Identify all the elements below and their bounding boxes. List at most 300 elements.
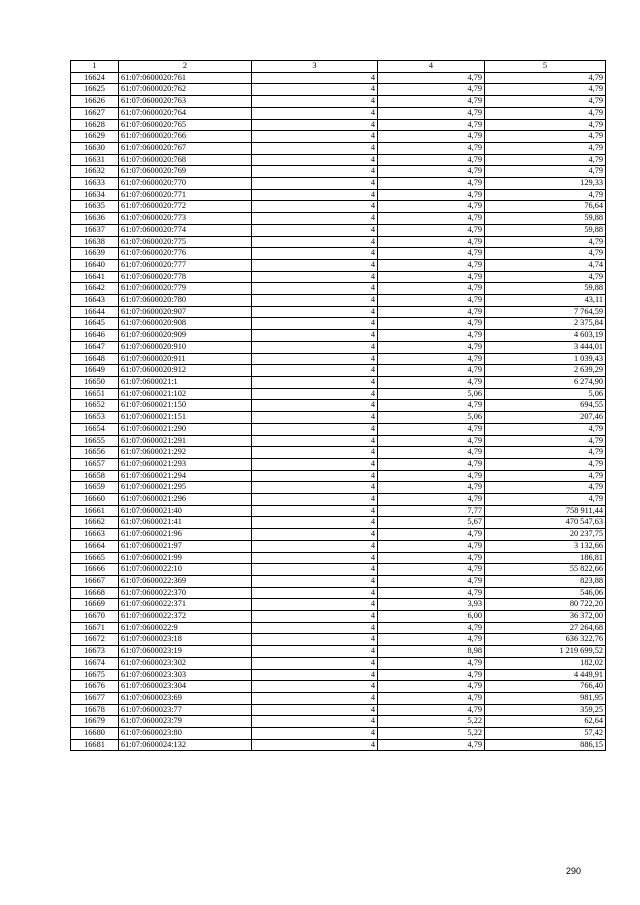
table-row: [71, 201, 606, 213]
table-cell-col2: 61:07:0600021:41: [119, 517, 252, 529]
table-cell-col4: 5,06: [378, 388, 485, 400]
table-row: [71, 482, 606, 494]
table-cell-col5: 4,79: [485, 72, 606, 84]
table-cell-col1: 16672: [71, 634, 119, 646]
table-cell-col3: 4: [252, 119, 378, 131]
table-cell-col4: 4,79: [378, 353, 485, 365]
table-cell-col1: 16680: [71, 728, 119, 740]
table-cell-col5: 62,64: [485, 716, 606, 728]
table-cell-col3: 4: [252, 412, 378, 424]
table-cell-col2: 61:07:0600023:79: [119, 716, 252, 728]
table-cell-col4: 5,06: [378, 412, 485, 424]
table-cell-col5: 4,79: [485, 131, 606, 143]
table-cell-col2: 61:07:0600023:304: [119, 681, 252, 693]
table-cell-col1: 16650: [71, 376, 119, 388]
table-cell-col1: 16624: [71, 72, 119, 84]
table-cell-col1: 16636: [71, 213, 119, 225]
table-cell-col1: 16679: [71, 716, 119, 728]
table-cell-col4: 4,79: [378, 482, 485, 494]
table-cell-col5: 4,79: [485, 271, 606, 283]
table-cell-col4: 4,79: [378, 189, 485, 201]
table-cell-col5: 4 449,91: [485, 669, 606, 681]
table-cell-col3: 4: [252, 657, 378, 669]
table-cell-col4: 4,79: [378, 306, 485, 318]
table-cell-col2: 61:07:0600021:97: [119, 540, 252, 552]
table-cell-col2: 61:07:0600021:99: [119, 552, 252, 564]
table-row: [71, 248, 606, 260]
table-cell-col2: 61:07:0600020:911: [119, 353, 252, 365]
table-row: [71, 178, 606, 190]
table-cell-col4: 4,79: [378, 494, 485, 506]
table-cell-col2: 61:07:0600022:371: [119, 599, 252, 611]
table-cell-col4: 4,79: [378, 423, 485, 435]
table-row: [71, 236, 606, 248]
table-row: [71, 306, 606, 318]
table-cell-col2: 61:07:0600020:772: [119, 201, 252, 213]
table-cell-col5: 129,33: [485, 178, 606, 190]
table-cell-col1: 16664: [71, 540, 119, 552]
table-cell-col5: 5,06: [485, 388, 606, 400]
table-cell-col4: 4,79: [378, 400, 485, 412]
table-cell-col1: 16659: [71, 482, 119, 494]
table-cell-col1: 16642: [71, 283, 119, 295]
table-cell-col5: 4,79: [485, 119, 606, 131]
table-cell-col1: 16666: [71, 564, 119, 576]
table-row: [71, 552, 606, 564]
table-cell-col5: 3 444,01: [485, 341, 606, 353]
table-cell-col5: 4,79: [485, 494, 606, 506]
table-cell-col4: 5,22: [378, 728, 485, 740]
table-cell-col1: 16640: [71, 259, 119, 271]
table-cell-col5: 186,81: [485, 552, 606, 564]
table-cell-col5: 4,79: [485, 248, 606, 260]
table-cell-col4: 4,79: [378, 470, 485, 482]
table-cell-col5: 4,79: [485, 166, 606, 178]
table-cell-col3: 4: [252, 704, 378, 716]
table-cell-col2: 61:07:0600021:296: [119, 494, 252, 506]
table-cell-col2: 61:07:0600021:150: [119, 400, 252, 412]
table-cell-col3: 4: [252, 470, 378, 482]
table-header-row: [71, 61, 606, 73]
table-cell-col4: 4,79: [378, 341, 485, 353]
table-cell-col4: 4,79: [378, 692, 485, 704]
table-row: [71, 599, 606, 611]
table-cell-col4: 4,79: [378, 704, 485, 716]
table-row: [71, 587, 606, 599]
table-cell-col5: 4,79: [485, 189, 606, 201]
table-cell-col2: 61:07:0600020:771: [119, 189, 252, 201]
table-row: [71, 435, 606, 447]
table-row: [71, 131, 606, 143]
table-cell-col2: 61:07:0600020:912: [119, 365, 252, 377]
table-cell-col3: 4: [252, 599, 378, 611]
table-row: [71, 494, 606, 506]
table-cell-col3: 4: [252, 213, 378, 225]
table-cell-col2: 61:07:0600020:764: [119, 107, 252, 119]
table-cell-col3: 4: [252, 646, 378, 658]
table-cell-col5: 207,46: [485, 412, 606, 424]
table-cell-col1: 16681: [71, 739, 119, 751]
table-cell-col1: 16671: [71, 622, 119, 634]
table-cell-col3: 4: [252, 96, 378, 108]
table-cell-col4: 4,79: [378, 259, 485, 271]
table-row: [71, 505, 606, 517]
table-cell-col4: 4,79: [378, 96, 485, 108]
table-row: [71, 84, 606, 96]
table-row: [71, 72, 606, 84]
table-cell-col3: 4: [252, 564, 378, 576]
table-cell-col1: 16652: [71, 400, 119, 412]
table-cell-col3: 4: [252, 611, 378, 623]
table-cell-col1: 16677: [71, 692, 119, 704]
column-header-5: 5: [485, 61, 606, 73]
table-cell-col3: 4: [252, 318, 378, 330]
table-cell-col1: 16646: [71, 330, 119, 342]
table-cell-col2: 61:07:0600020:778: [119, 271, 252, 283]
table-cell-col2: 61:07:0600021:40: [119, 505, 252, 517]
table-cell-col1: 16630: [71, 142, 119, 154]
table-cell-col3: 4: [252, 376, 378, 388]
table-cell-col5: 4,79: [485, 142, 606, 154]
table-cell-col1: 16647: [71, 341, 119, 353]
table-cell-col3: 4: [252, 259, 378, 271]
table-cell-col5: 4,79: [485, 236, 606, 248]
table-cell-col3: 4: [252, 365, 378, 377]
table-cell-col2: 61:07:0600020:767: [119, 142, 252, 154]
table-cell-col4: 4,79: [378, 107, 485, 119]
table-row: [71, 739, 606, 751]
table-cell-col3: 4: [252, 236, 378, 248]
table-cell-col1: 16655: [71, 435, 119, 447]
table-row: [71, 353, 606, 365]
table-cell-col1: 16641: [71, 271, 119, 283]
table-cell-col5: 4,74: [485, 259, 606, 271]
table-cell-col5: 4,79: [485, 84, 606, 96]
table-cell-col1: 16676: [71, 681, 119, 693]
table-cell-col2: 61:07:0600021:102: [119, 388, 252, 400]
table-cell-col1: 16658: [71, 470, 119, 482]
table-row: [71, 529, 606, 541]
table-cell-col1: 16632: [71, 166, 119, 178]
table-cell-col3: 4: [252, 388, 378, 400]
data-table: [70, 60, 606, 751]
table-cell-col5: 182,02: [485, 657, 606, 669]
table-cell-col5: 59,88: [485, 283, 606, 295]
table-cell-col3: 4: [252, 494, 378, 506]
table-cell-col3: 4: [252, 84, 378, 96]
table-cell-col1: 16678: [71, 704, 119, 716]
table-cell-col5: 4,79: [485, 470, 606, 482]
table-row: [71, 365, 606, 377]
table-cell-col2: 61:07:0600020:909: [119, 330, 252, 342]
table-cell-col4: 4,79: [378, 142, 485, 154]
table-cell-col3: 4: [252, 306, 378, 318]
table-row: [71, 704, 606, 716]
table-cell-col3: 4: [252, 107, 378, 119]
table-cell-col5: 470 547,63: [485, 517, 606, 529]
table-cell-col1: 16651: [71, 388, 119, 400]
table-row: [71, 388, 606, 400]
table-row: [71, 634, 606, 646]
table-cell-col1: 16648: [71, 353, 119, 365]
table-cell-col2: 61:07:0600020:774: [119, 224, 252, 236]
table-cell-col4: 4,79: [378, 447, 485, 459]
table-cell-col5: 55 822,66: [485, 564, 606, 576]
column-header-2: 2: [119, 61, 252, 73]
table-cell-col1: 16644: [71, 306, 119, 318]
table-cell-col2: 61:07:0600021:292: [119, 447, 252, 459]
table-row: [71, 295, 606, 307]
table-cell-col1: 16639: [71, 248, 119, 260]
table-cell-col3: 4: [252, 400, 378, 412]
table-cell-col3: 4: [252, 142, 378, 154]
table-cell-col2: 61:07:0600020:776: [119, 248, 252, 260]
table-cell-col2: 61:07:0600020:768: [119, 154, 252, 166]
table-row: [71, 575, 606, 587]
table-cell-col4: 3,93: [378, 599, 485, 611]
table-cell-col1: 16662: [71, 517, 119, 529]
table-cell-col2: 61:07:0600020:765: [119, 119, 252, 131]
table-cell-col3: 4: [252, 178, 378, 190]
table-cell-col2: 61:07:0600021:295: [119, 482, 252, 494]
table-cell-col4: 4,79: [378, 634, 485, 646]
table-row: [71, 189, 606, 201]
table-cell-col5: 1 039,43: [485, 353, 606, 365]
table-cell-col4: 4,79: [378, 271, 485, 283]
table-cell-col4: 4,79: [378, 119, 485, 131]
table-cell-col5: 76,64: [485, 201, 606, 213]
column-header-1: 1: [71, 61, 119, 73]
table-row: [71, 540, 606, 552]
table-row: [71, 564, 606, 576]
table-cell-col5: 981,95: [485, 692, 606, 704]
table-cell-col2: 61:07:0600021:96: [119, 529, 252, 541]
table-cell-col1: 16656: [71, 447, 119, 459]
table-cell-col4: 4,79: [378, 224, 485, 236]
table-cell-col3: 4: [252, 728, 378, 740]
table-cell-col4: 4,79: [378, 657, 485, 669]
table-row: [71, 657, 606, 669]
table-cell-col4: 4,79: [378, 201, 485, 213]
table-cell-col2: 61:07:0600021:293: [119, 458, 252, 470]
table-cell-col4: 4,79: [378, 529, 485, 541]
table-cell-col3: 4: [252, 622, 378, 634]
table-cell-col1: 16638: [71, 236, 119, 248]
table-cell-col2: 61:07:0600021:1: [119, 376, 252, 388]
column-header-3: 3: [252, 61, 378, 73]
table-cell-col1: 16674: [71, 657, 119, 669]
table-cell-col4: 7,77: [378, 505, 485, 517]
table-cell-col4: 4,79: [378, 587, 485, 599]
table-cell-col3: 4: [252, 739, 378, 751]
table-cell-col5: 4,79: [485, 458, 606, 470]
table-cell-col1: 16675: [71, 669, 119, 681]
table-cell-col2: 61:07:0600023:80: [119, 728, 252, 740]
table-cell-col4: 4,79: [378, 552, 485, 564]
table-cell-col2: 61:07:0600023:302: [119, 657, 252, 669]
table-cell-col4: 4,79: [378, 564, 485, 576]
table-cell-col5: 886,15: [485, 739, 606, 751]
table-row: [71, 412, 606, 424]
table-cell-col2: 61:07:0600020:780: [119, 295, 252, 307]
table-cell-col2: 61:07:0600024:132: [119, 739, 252, 751]
table-row: [71, 166, 606, 178]
table-cell-col2: 61:07:0600020:907: [119, 306, 252, 318]
table-row: [71, 341, 606, 353]
table-cell-col1: 16626: [71, 96, 119, 108]
table-cell-col2: 61:07:0600020:775: [119, 236, 252, 248]
table-cell-col1: 16667: [71, 575, 119, 587]
table-cell-col3: 4: [252, 423, 378, 435]
table-cell-col5: 59,88: [485, 224, 606, 236]
table-cell-col5: 4,79: [485, 96, 606, 108]
table-row: [71, 107, 606, 119]
table-row: [71, 447, 606, 459]
table-row: [71, 458, 606, 470]
table-cell-col1: 16669: [71, 599, 119, 611]
table-cell-col4: 4,79: [378, 84, 485, 96]
table-cell-col2: 61:07:0600022:372: [119, 611, 252, 623]
page-number: 290: [566, 866, 582, 876]
table-row: [71, 283, 606, 295]
table-cell-col3: 4: [252, 681, 378, 693]
table-cell-col5: 766,40: [485, 681, 606, 693]
table-cell-col3: 4: [252, 529, 378, 541]
table-cell-col3: 4: [252, 447, 378, 459]
table-cell-col3: 4: [252, 692, 378, 704]
table-row: [71, 728, 606, 740]
table-cell-col2: 61:07:0600023:77: [119, 704, 252, 716]
table-cell-col5: 4,79: [485, 435, 606, 447]
table-cell-col4: 4,79: [378, 376, 485, 388]
table-cell-col1: 16625: [71, 84, 119, 96]
table-cell-col1: 16649: [71, 365, 119, 377]
table-cell-col5: 2 375,84: [485, 318, 606, 330]
table-row: [71, 96, 606, 108]
table-cell-col1: 16670: [71, 611, 119, 623]
table-cell-col5: 2 639,29: [485, 365, 606, 377]
table-row: [71, 646, 606, 658]
table-cell-col1: 16668: [71, 587, 119, 599]
table-cell-col4: 4,79: [378, 318, 485, 330]
table-cell-col5: 4,79: [485, 447, 606, 459]
table-cell-col3: 4: [252, 201, 378, 213]
table-cell-col3: 4: [252, 435, 378, 447]
table-cell-col3: 4: [252, 341, 378, 353]
table-cell-col5: 6 274,90: [485, 376, 606, 388]
table-cell-col2: 61:07:0600023:69: [119, 692, 252, 704]
table-cell-col3: 4: [252, 271, 378, 283]
table-cell-col4: 6,00: [378, 611, 485, 623]
table-cell-col2: 61:07:0600022:370: [119, 587, 252, 599]
table-cell-col2: 61:07:0600020:769: [119, 166, 252, 178]
table-cell-col5: 758 911,44: [485, 505, 606, 517]
table-cell-col1: 16661: [71, 505, 119, 517]
table-cell-col1: 16631: [71, 154, 119, 166]
table-row: [71, 119, 606, 131]
table-cell-col3: 4: [252, 575, 378, 587]
table-cell-col2: 61:07:0600020:773: [119, 213, 252, 225]
table-cell-col5: 4,79: [485, 154, 606, 166]
table-cell-col3: 4: [252, 540, 378, 552]
table-row: [71, 224, 606, 236]
table-cell-col3: 4: [252, 154, 378, 166]
table-cell-col4: 4,79: [378, 622, 485, 634]
table-cell-col5: 1 219 699,52: [485, 646, 606, 658]
table-row: [71, 611, 606, 623]
column-header-4: 4: [378, 61, 485, 73]
table-cell-col2: 61:07:0600023:19: [119, 646, 252, 658]
table-cell-col2: 61:07:0600020:761: [119, 72, 252, 84]
table-cell-col4: 4,79: [378, 236, 485, 248]
table-cell-col3: 4: [252, 552, 378, 564]
table-cell-col4: 4,79: [378, 213, 485, 225]
table-cell-col3: 4: [252, 166, 378, 178]
table-cell-col5: 694,55: [485, 400, 606, 412]
table-cell-col4: 4,79: [378, 540, 485, 552]
table-cell-col4: 4,79: [378, 154, 485, 166]
table-cell-col4: 4,79: [378, 669, 485, 681]
table-row: [71, 330, 606, 342]
table-cell-col4: 4,79: [378, 330, 485, 342]
table-cell-col2: 61:07:0600020:777: [119, 259, 252, 271]
table-cell-col2: 61:07:0600022:9: [119, 622, 252, 634]
table-cell-col1: 16643: [71, 295, 119, 307]
table-cell-col1: 16645: [71, 318, 119, 330]
table-cell-col4: 5,67: [378, 517, 485, 529]
table-cell-col3: 4: [252, 72, 378, 84]
table-cell-col2: 61:07:0600020:910: [119, 341, 252, 353]
table-row: [71, 259, 606, 271]
table-row: [71, 142, 606, 154]
table-cell-col1: 16663: [71, 529, 119, 541]
table-cell-col4: 4,79: [378, 248, 485, 260]
table-row: [71, 622, 606, 634]
table-cell-col5: 4,79: [485, 482, 606, 494]
table-cell-col4: 4,79: [378, 295, 485, 307]
table-cell-col5: 4,79: [485, 423, 606, 435]
table-cell-col5: 546,06: [485, 587, 606, 599]
table-cell-col4: 5,22: [378, 716, 485, 728]
table-cell-col2: 61:07:0600023:303: [119, 669, 252, 681]
table-cell-col3: 4: [252, 283, 378, 295]
table-cell-col4: 4,79: [378, 131, 485, 143]
table-row: [71, 271, 606, 283]
table-cell-col1: 16653: [71, 412, 119, 424]
table-body: [71, 72, 606, 751]
table-row: [71, 154, 606, 166]
table-row: [71, 318, 606, 330]
table-cell-col2: 61:07:0600021:290: [119, 423, 252, 435]
table-cell-col3: 4: [252, 458, 378, 470]
table-cell-col5: 27 264,68: [485, 622, 606, 634]
table-cell-col1: 16635: [71, 201, 119, 213]
table-cell-col5: 43,11: [485, 295, 606, 307]
table-cell-col2: 61:07:0600021:151: [119, 412, 252, 424]
table-cell-col5: 57,42: [485, 728, 606, 740]
table-cell-col3: 4: [252, 716, 378, 728]
table-cell-col2: 61:07:0600022:10: [119, 564, 252, 576]
table-cell-col2: 61:07:0600020:762: [119, 84, 252, 96]
table-cell-col3: 4: [252, 517, 378, 529]
table-row: [71, 517, 606, 529]
table-row: [71, 213, 606, 225]
table-cell-col5: 3 132,66: [485, 540, 606, 552]
table-row: [71, 400, 606, 412]
table-cell-col3: 4: [252, 669, 378, 681]
table-cell-col3: 4: [252, 131, 378, 143]
table-row: [71, 470, 606, 482]
